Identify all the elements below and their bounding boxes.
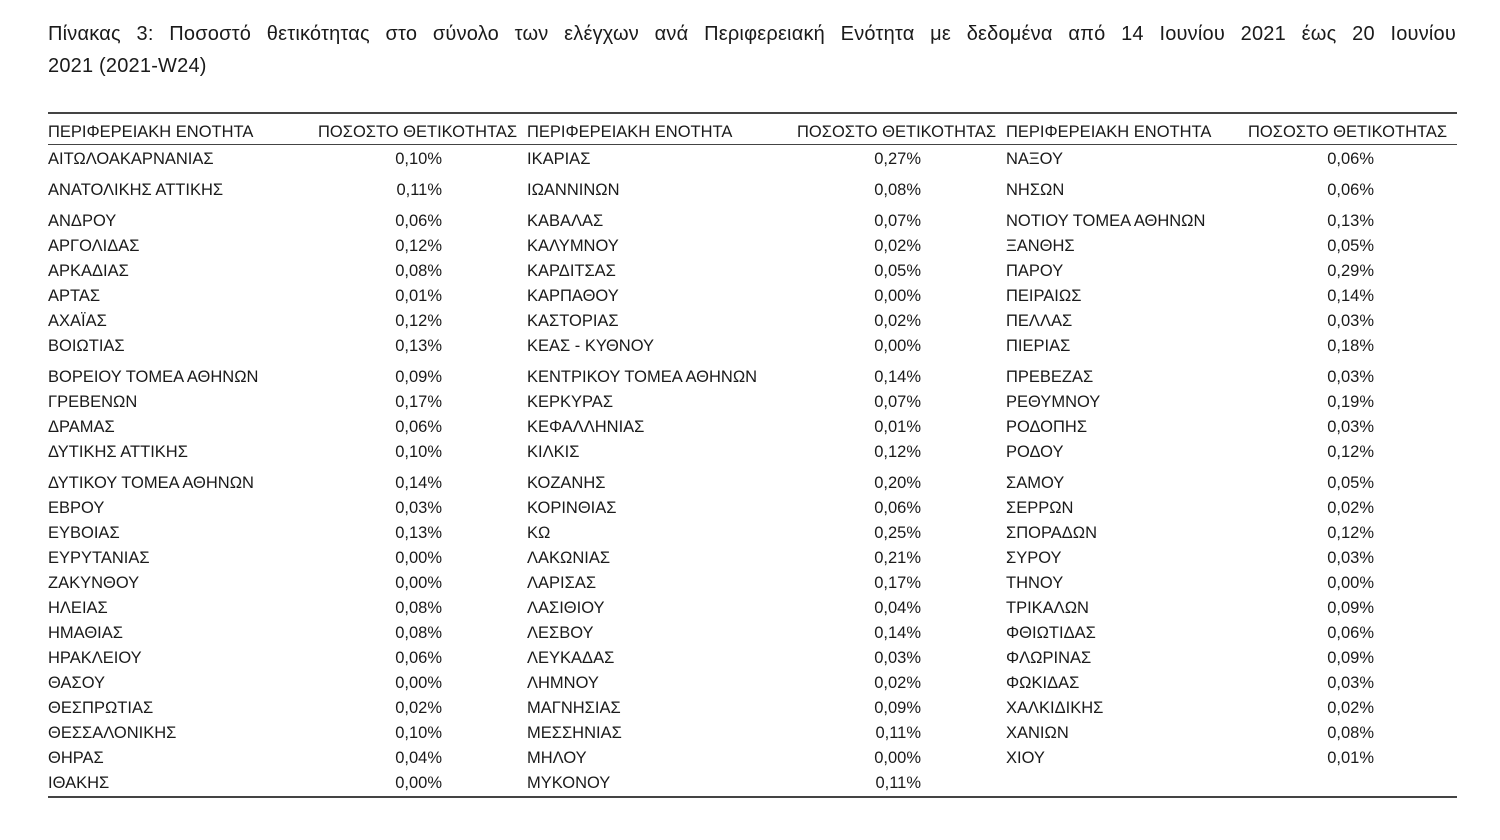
region-name: ΠΕΙΡΑΙΩΣ [1006, 287, 1082, 305]
table-row [527, 571, 1006, 596]
region-name: ΓΡΕΒΕΝΩΝ [48, 393, 138, 411]
positivity-rate: 0,07% [874, 212, 921, 230]
positivity-rate: 0,27% [874, 150, 921, 168]
table-row [1006, 696, 1457, 721]
positivity-rate: 0,11% [396, 181, 442, 199]
table-row [1006, 284, 1457, 309]
table-row [48, 284, 527, 309]
region-name: ΤΗΝΟΥ [1006, 574, 1064, 592]
region-name: ΡΕΘΥΜΝΟΥ [1006, 393, 1101, 411]
region-name: ΧΙΟΥ [1006, 749, 1045, 767]
table-row [48, 415, 527, 440]
positivity-rate: 0,02% [395, 699, 442, 717]
region-name: ΒΟΡΕΙΟΥ ΤΟΜΕΑ ΑΘΗΝΩΝ [48, 368, 259, 386]
positivity-rate: 0,08% [395, 624, 442, 642]
table-row [1006, 546, 1457, 571]
positivity-rate: 0,02% [1327, 699, 1374, 717]
table-row [1006, 147, 1457, 178]
region-name: ΚΟΖΑΝΗΣ [527, 474, 606, 492]
region-name: ΘΕΣΣΑΛΟΝΙΚΗΣ [48, 724, 177, 742]
positivity-rate: 0,00% [395, 549, 442, 567]
region-name: ΠΑΡΟΥ [1006, 262, 1064, 280]
region-name: ΑΝΑΤΟΛΙΚΗΣ ΑΤΤΙΚΗΣ [48, 181, 224, 199]
table-row [1006, 178, 1457, 209]
table-row [527, 621, 1006, 646]
region-name: ΧΑΛΚΙΔΙΚΗΣ [1006, 699, 1104, 717]
region-name: ΠΕΛΛΑΣ [1006, 312, 1073, 330]
table-row [1006, 746, 1457, 771]
table-column-1 [48, 145, 527, 796]
positivity-rate: 0,08% [874, 181, 921, 199]
positivity-rate: 0,12% [1327, 524, 1374, 542]
table-row [1006, 646, 1457, 671]
table-header-row [48, 114, 1457, 145]
positivity-rate: 0,12% [395, 237, 442, 255]
positivity-rate: 0,21% [874, 549, 921, 567]
region-name: ΒΟΙΩΤΙΑΣ [48, 337, 125, 355]
positivity-rate: 0,03% [395, 499, 442, 517]
positivity-rate: 0,06% [395, 212, 442, 230]
positivity-rate: 0,14% [874, 368, 921, 386]
table-row [527, 546, 1006, 571]
table-row [527, 471, 1006, 496]
header-region-1: ΠΕΡΙΦΕΡΕΙΑΚΗ ΕΝΟΤΗΤΑ [48, 123, 254, 141]
positivity-rate: 0,17% [874, 574, 921, 592]
positivity-rate: 0,03% [874, 649, 921, 667]
positivity-rate: 0,09% [395, 368, 442, 386]
region-name: ΕΥΒΟΙΑΣ [48, 524, 120, 542]
positivity-rate: 0,20% [874, 474, 921, 492]
table-row [527, 415, 1006, 440]
positivity-rate: 0,03% [1327, 549, 1374, 567]
table-row [1006, 415, 1457, 440]
table-row [1006, 390, 1457, 415]
positivity-rate: 0,12% [1327, 443, 1374, 461]
region-name: ΚΟΡΙΝΘΙΑΣ [527, 499, 617, 517]
table-row [527, 147, 1006, 178]
positivity-rate: 0,18% [1327, 337, 1374, 355]
region-name: ΜΗΛΟΥ [527, 749, 587, 767]
positivity-rate: 0,08% [395, 262, 442, 280]
table-row [1006, 621, 1457, 646]
positivity-rate: 0,08% [395, 599, 442, 617]
positivity-rate: 0,05% [874, 262, 921, 280]
region-name: ΧΑΝΙΩΝ [1006, 724, 1069, 742]
positivity-rate: 0,06% [395, 418, 442, 436]
region-name: ΖΑΚΥΝΘΟΥ [48, 574, 140, 592]
table-row [1006, 721, 1457, 746]
table-row [527, 440, 1006, 471]
region-name: ΗΛΕΙΑΣ [48, 599, 108, 617]
region-name: ΣΑΜΟΥ [1006, 474, 1065, 492]
positivity-rate: 0,02% [874, 674, 921, 692]
region-name: ΚΑΣΤΟΡΙΑΣ [527, 312, 619, 330]
table-row [48, 309, 527, 334]
positivity-rate: 0,03% [1327, 418, 1374, 436]
positivity-rate: 0,14% [1327, 287, 1374, 305]
region-name: ΜΕΣΣΗΝΙΑΣ [527, 724, 622, 742]
positivity-rate: 0,06% [1327, 150, 1374, 168]
positivity-rate: 0,10% [395, 150, 442, 168]
positivity-rate: 0,01% [874, 418, 921, 436]
positivity-rate: 0,00% [874, 287, 921, 305]
table-row [527, 496, 1006, 521]
region-name: ΔΡΑΜΑΣ [48, 418, 115, 436]
region-name: ΠΡΕΒΕΖΑΣ [1006, 368, 1094, 386]
region-name: ΡΟΔΟΥ [1006, 443, 1064, 461]
table-row [48, 671, 527, 696]
table-row [527, 365, 1006, 390]
table-row [1006, 440, 1457, 471]
region-name: ΚΕΝΤΡΙΚΟΥ ΤΟΜΕΑ ΑΘΗΝΩΝ [527, 368, 758, 386]
region-name: ΙΚΑΡΙΑΣ [527, 150, 591, 168]
positivity-rate: 0,05% [1327, 237, 1374, 255]
table-row [527, 671, 1006, 696]
header-region-2: ΠΕΡΙΦΕΡΕΙΑΚΗ ΕΝΟΤΗΤΑ [527, 123, 733, 141]
table-row [1006, 209, 1457, 234]
table-row [527, 209, 1006, 234]
region-name: ΦΛΩΡΙΝΑΣ [1006, 649, 1092, 667]
table-row [527, 646, 1006, 671]
table-row [527, 309, 1006, 334]
positivity-rate: 0,11% [875, 724, 921, 742]
region-name: ΗΜΑΘΙΑΣ [48, 624, 123, 642]
positivity-rate: 0,09% [1327, 649, 1374, 667]
table-row [527, 234, 1006, 259]
table-row [48, 147, 527, 178]
positivity-rate: 0,01% [395, 287, 442, 305]
header-rate-2: ΠΟΣΟΣΤΟ ΘΕΤΙΚΟΤΗΤΑΣ [797, 123, 997, 141]
positivity-rate: 0,29% [1327, 262, 1374, 280]
positivity-rate: 0,02% [874, 237, 921, 255]
positivity-rate: 0,19% [1327, 393, 1374, 411]
region-name: ΠΙΕΡΙΑΣ [1006, 337, 1071, 355]
positivity-rate: 0,13% [1327, 212, 1374, 230]
region-name: ΚΕΦΑΛΛΗΝΙΑΣ [527, 418, 645, 436]
table-row [48, 546, 527, 571]
region-name: ΜΑΓΝΗΣΙΑΣ [527, 699, 621, 717]
positivity-rate: 0,06% [1327, 624, 1374, 642]
positivity-rate: 0,04% [874, 599, 921, 617]
table-row [48, 209, 527, 234]
region-name: ΘΗΡΑΣ [48, 749, 104, 767]
region-name: ΛΑΣΙΘΙΟΥ [527, 599, 605, 617]
table-row [48, 721, 527, 746]
region-name: ΛΑΡΙΣΑΣ [527, 574, 597, 592]
table-row [527, 259, 1006, 284]
table-row [48, 771, 527, 796]
positivity-rate: 0,13% [395, 337, 442, 355]
region-name: ΚΕΑΣ - ΚΥΘΝΟΥ [527, 337, 655, 355]
table-row [48, 746, 527, 771]
table-row [48, 334, 527, 365]
region-name: ΛΕΣΒΟΥ [527, 624, 594, 642]
table-row [48, 365, 527, 390]
positivity-rate: 0,06% [395, 649, 442, 667]
positivity-rate: 0,09% [874, 699, 921, 717]
table-row [48, 596, 527, 621]
table-row [48, 178, 527, 209]
positivity-rate: 0,13% [395, 524, 442, 542]
table-row [1006, 365, 1457, 390]
positivity-rate: 0,02% [1327, 499, 1374, 517]
positivity-rate: 0,03% [1327, 674, 1374, 692]
region-name: ΔΥΤΙΚΟΥ ΤΟΜΕΑ ΑΘΗΝΩΝ [48, 474, 254, 492]
region-name: ΑΡΓΟΛΙΔΑΣ [48, 237, 140, 255]
region-name: ΣΕΡΡΩΝ [1006, 499, 1074, 517]
table-row [48, 390, 527, 415]
table-row [527, 721, 1006, 746]
region-name: ΔΥΤΙΚΗΣ ΑΤΤΙΚΗΣ [48, 443, 188, 461]
table-row [527, 746, 1006, 771]
region-name: ΕΒΡΟΥ [48, 499, 105, 517]
positivity-rate: 0,09% [1327, 599, 1374, 617]
positivity-rate: 0,03% [1327, 368, 1374, 386]
table-row [48, 234, 527, 259]
region-name: ΦΘΙΩΤΙΔΑΣ [1006, 624, 1096, 642]
positivity-rate: 0,00% [874, 337, 921, 355]
positivity-rate: 0,11% [875, 774, 921, 792]
positivity-rate: 0,12% [395, 312, 442, 330]
region-name: ΛΑΚΩΝΙΑΣ [527, 549, 611, 567]
region-name: ΚΑΛΥΜΝΟΥ [527, 237, 619, 255]
table-row [527, 771, 1006, 796]
positivity-rate: 0,00% [395, 774, 442, 792]
region-name: ΡΟΔΟΠΗΣ [1006, 418, 1088, 436]
table-row [1006, 596, 1457, 621]
region-name: ΚΩ [527, 524, 551, 542]
region-name: ΘΑΣΟΥ [48, 674, 106, 692]
table-row [527, 390, 1006, 415]
region-name: ΑΧΑΪΑΣ [48, 312, 107, 330]
table-row [1006, 309, 1457, 334]
region-name: ΑΡΚΑΔΙΑΣ [48, 262, 129, 280]
region-name: ΗΡΑΚΛΕΙΟΥ [48, 649, 142, 667]
region-name: ΘΕΣΠΡΩΤΙΑΣ [48, 699, 154, 717]
positivity-rate: 0,03% [1327, 312, 1374, 330]
table-row [48, 621, 527, 646]
table-row [1006, 334, 1457, 365]
positivity-rate: 0,06% [1327, 181, 1374, 199]
table-row [1006, 521, 1457, 546]
region-name: ΚΑΡΔΙΤΣΑΣ [527, 262, 616, 280]
positivity-rate: 0,01% [1327, 749, 1374, 767]
table-row [48, 259, 527, 284]
header-rate-1: ΠΟΣΟΣΤΟ ΘΕΤΙΚΟΤΗΤΑΣ [318, 123, 518, 141]
positivity-rate: 0,05% [1327, 474, 1374, 492]
positivity-rate: 0,14% [874, 624, 921, 642]
caption-line-1: Πίνακας 3: Ποσοστό θετικότητας στο σύνολο των ελέγχων ανά Περιφερειακή Ενότητα με δεδομένα από 14 Ιουνίου 2021 έως 20 Ιουνίου [48, 23, 1456, 45]
positivity-rate: 0,00% [1327, 574, 1374, 592]
table-row [527, 696, 1006, 721]
table-column-2 [527, 145, 1006, 796]
region-name: ΛΕΥΚΑΔΑΣ [527, 649, 615, 667]
table-body [48, 145, 1457, 796]
table-column-3 [1006, 145, 1457, 796]
table-row [48, 496, 527, 521]
region-name: ΙΩΑΝΝΙΝΩΝ [527, 181, 620, 199]
positivity-rate: 0,02% [874, 312, 921, 330]
positivity-rate: 0,06% [874, 499, 921, 517]
region-name: ΙΘΑΚΗΣ [48, 774, 110, 792]
region-name: ΚΙΛΚΙΣ [527, 443, 580, 461]
table-row [1006, 234, 1457, 259]
positivity-rate: 0,10% [395, 443, 442, 461]
region-name: ΑΝΔΡΟΥ [48, 212, 117, 230]
region-name: ΕΥΡΥΤΑΝΙΑΣ [48, 549, 150, 567]
positivity-table [48, 112, 1457, 798]
positivity-rate: 0,08% [1327, 724, 1374, 742]
region-name: ΑΡΤΑΣ [48, 287, 101, 305]
table-row [1006, 571, 1457, 596]
header-rate-3: ΠΟΣΟΣΤΟ ΘΕΤΙΚΟΤΗΤΑΣ [1248, 123, 1448, 141]
table-row [527, 284, 1006, 309]
positivity-rate: 0,10% [395, 724, 442, 742]
region-name: ΝΗΣΩΝ [1006, 181, 1065, 199]
positivity-rate: 0,04% [395, 749, 442, 767]
table-row [48, 696, 527, 721]
table-row [527, 334, 1006, 365]
table-row [48, 471, 527, 496]
caption-line-2: 2021 (2021-W24) [48, 55, 207, 77]
positivity-rate: 0,07% [874, 393, 921, 411]
region-name: ΝΟΤΙΟΥ ΤΟΜΕΑ ΑΘΗΝΩΝ [1006, 212, 1206, 230]
region-name: ΦΩΚΙΔΑΣ [1006, 674, 1080, 692]
positivity-rate: 0,00% [395, 574, 442, 592]
region-name: ΑΙΤΩΛΟΑΚΑΡΝΑΝΙΑΣ [48, 150, 214, 168]
positivity-rate: 0,00% [395, 674, 442, 692]
region-name: ΣΠΟΡΑΔΩΝ [1006, 524, 1098, 542]
table-row [48, 646, 527, 671]
region-name: ΚΑΡΠΑΘΟΥ [527, 287, 619, 305]
region-name: ΚΑΒΑΛΑΣ [527, 212, 604, 230]
region-name: ΤΡΙΚΑΛΩΝ [1006, 599, 1089, 617]
positivity-rate: 0,17% [395, 393, 442, 411]
region-name: ΛΗΜΝΟΥ [527, 674, 599, 692]
region-name: ΜΥΚΟΝΟΥ [527, 774, 611, 792]
table-caption [48, 18, 1456, 82]
table-row [527, 178, 1006, 209]
region-name: ΝΑΞΟΥ [1006, 150, 1063, 168]
table-row [1006, 259, 1457, 284]
region-name: ΣΥΡΟΥ [1006, 549, 1062, 567]
positivity-rate: 0,00% [874, 749, 921, 767]
table-row [1006, 471, 1457, 496]
header-region-3: ΠΕΡΙΦΕΡΕΙΑΚΗ ΕΝΟΤΗΤΑ [1006, 123, 1212, 141]
table-row [48, 440, 527, 471]
table-row [1006, 671, 1457, 696]
table-row [527, 596, 1006, 621]
table-row [48, 521, 527, 546]
positivity-rate: 0,25% [874, 524, 921, 542]
positivity-rate: 0,12% [874, 443, 921, 461]
table-row [527, 521, 1006, 546]
table-row [48, 571, 527, 596]
positivity-rate: 0,14% [395, 474, 442, 492]
table-row [1006, 496, 1457, 521]
region-name: ΚΕΡΚΥΡΑΣ [527, 393, 614, 411]
region-name: ΞΑΝΘΗΣ [1006, 237, 1075, 255]
